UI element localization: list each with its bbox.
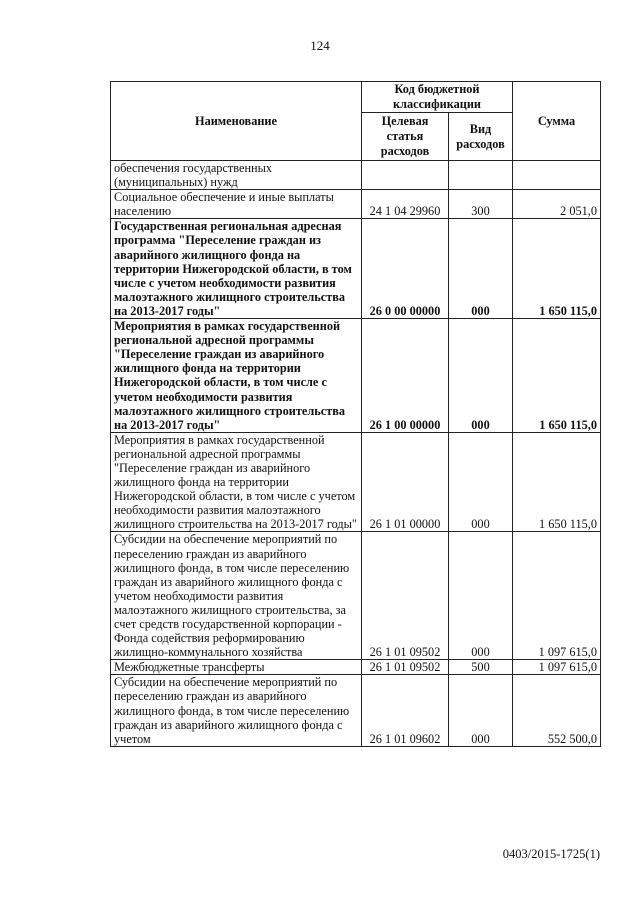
table-row bbox=[111, 161, 601, 190]
table-row bbox=[111, 319, 601, 433]
row-target-article-cell: 26 1 01 09502 bbox=[362, 660, 449, 675]
table-row bbox=[111, 532, 601, 660]
table-body bbox=[111, 161, 601, 747]
table-row bbox=[111, 675, 601, 746]
row-expense-type-cell: 500 bbox=[449, 660, 513, 675]
row-expense-type-cell: 000 bbox=[449, 319, 513, 433]
table-row bbox=[111, 660, 601, 675]
table-row bbox=[111, 219, 601, 319]
budget-table bbox=[110, 81, 601, 747]
row-expense-type-cell: 300 bbox=[449, 190, 513, 219]
table-row bbox=[111, 190, 601, 219]
row-amount-cell: 552 500,0 bbox=[513, 675, 601, 746]
row-target-article-cell: 26 1 01 00000 bbox=[362, 432, 449, 532]
row-target-article-cell: 26 1 01 09602 bbox=[362, 675, 449, 746]
row-amount-cell: 1 097 615,0 bbox=[513, 532, 601, 660]
header-classification: Код бюджетной классификации bbox=[362, 82, 513, 113]
header-expense-type: Вид расходов bbox=[449, 113, 513, 161]
row-target-article-cell bbox=[362, 161, 449, 190]
row-amount-cell: 1 650 115,0 bbox=[513, 219, 601, 319]
row-target-article-cell: 26 1 01 09502 bbox=[362, 532, 449, 660]
row-expense-type-cell: 000 bbox=[449, 532, 513, 660]
row-amount-cell: 2 051,0 bbox=[513, 190, 601, 219]
table-row bbox=[111, 432, 601, 532]
row-name-cell: Межбюджетные трансферты bbox=[111, 660, 362, 675]
row-amount-cell: 1 650 115,0 bbox=[513, 432, 601, 532]
document-id: 0403/2015-1725(1) bbox=[502, 847, 600, 861]
row-amount-cell: 1 650 115,0 bbox=[513, 319, 601, 433]
row-name-cell: Государственная региональная адресная программа "Переселение граждан из аварийного жилищного фонда на территории Нижегородской области, в том числе с учетом необходимости развития малоэтажного жилищного строительства на 2013-2017 годы" bbox=[111, 219, 362, 319]
header-amount: Сумма bbox=[513, 82, 601, 161]
row-name-cell: Мероприятия в рамках государственной региональной адресной программы "Переселение граждан из аварийного жилищного фонда на территории Нижегородской области, в том числе с учетом необходимости развития малоэтажного жилищного строительства на 2013-2017 годы" bbox=[111, 319, 362, 433]
row-expense-type-cell: 000 bbox=[449, 432, 513, 532]
row-expense-type-cell: 000 bbox=[449, 675, 513, 746]
page-number: 124 bbox=[310, 38, 330, 53]
row-target-article-cell: 26 1 00 00000 bbox=[362, 319, 449, 433]
row-name-cell: Субсидии на обеспечение мероприятий по переселению граждан из аварийного жилищного фонда, в том числе переселению граждан из аварийного жилищного фонда с учетом необходимости развития малоэтажного жилищного строительства, за счет средств государственной корпорации - Фонда содействия реформированию жилищно-коммунального хозяйства bbox=[111, 532, 362, 660]
row-target-article-cell: 26 0 00 00000 bbox=[362, 219, 449, 319]
row-amount-cell: 1 097 615,0 bbox=[513, 660, 601, 675]
row-name-cell: обеспечения государственных (муниципальных) нужд bbox=[111, 161, 362, 190]
row-name-cell: Мероприятия в рамках государственной региональной адресной программы "Переселение граждан из аварийного жилищного фонда на территории Нижегородской области, в том числе с учетом необходимости развития малоэтажного жилищного строительства на 2013-2017 годы" bbox=[111, 432, 362, 532]
row-name-cell: Социальное обеспечение и иные выплаты населению bbox=[111, 190, 362, 219]
header-target-article: Целевая статья расходов bbox=[362, 113, 449, 161]
row-amount-cell bbox=[513, 161, 601, 190]
row-name-cell: Субсидии на обеспечение мероприятий по переселению граждан из аварийного жилищного фонда, в том числе переселению граждан из аварийного жилищного фонда с учетом bbox=[111, 675, 362, 746]
row-expense-type-cell bbox=[449, 161, 513, 190]
row-expense-type-cell: 000 bbox=[449, 219, 513, 319]
header-name: Наименование bbox=[111, 82, 362, 161]
row-target-article-cell: 24 1 04 29960 bbox=[362, 190, 449, 219]
